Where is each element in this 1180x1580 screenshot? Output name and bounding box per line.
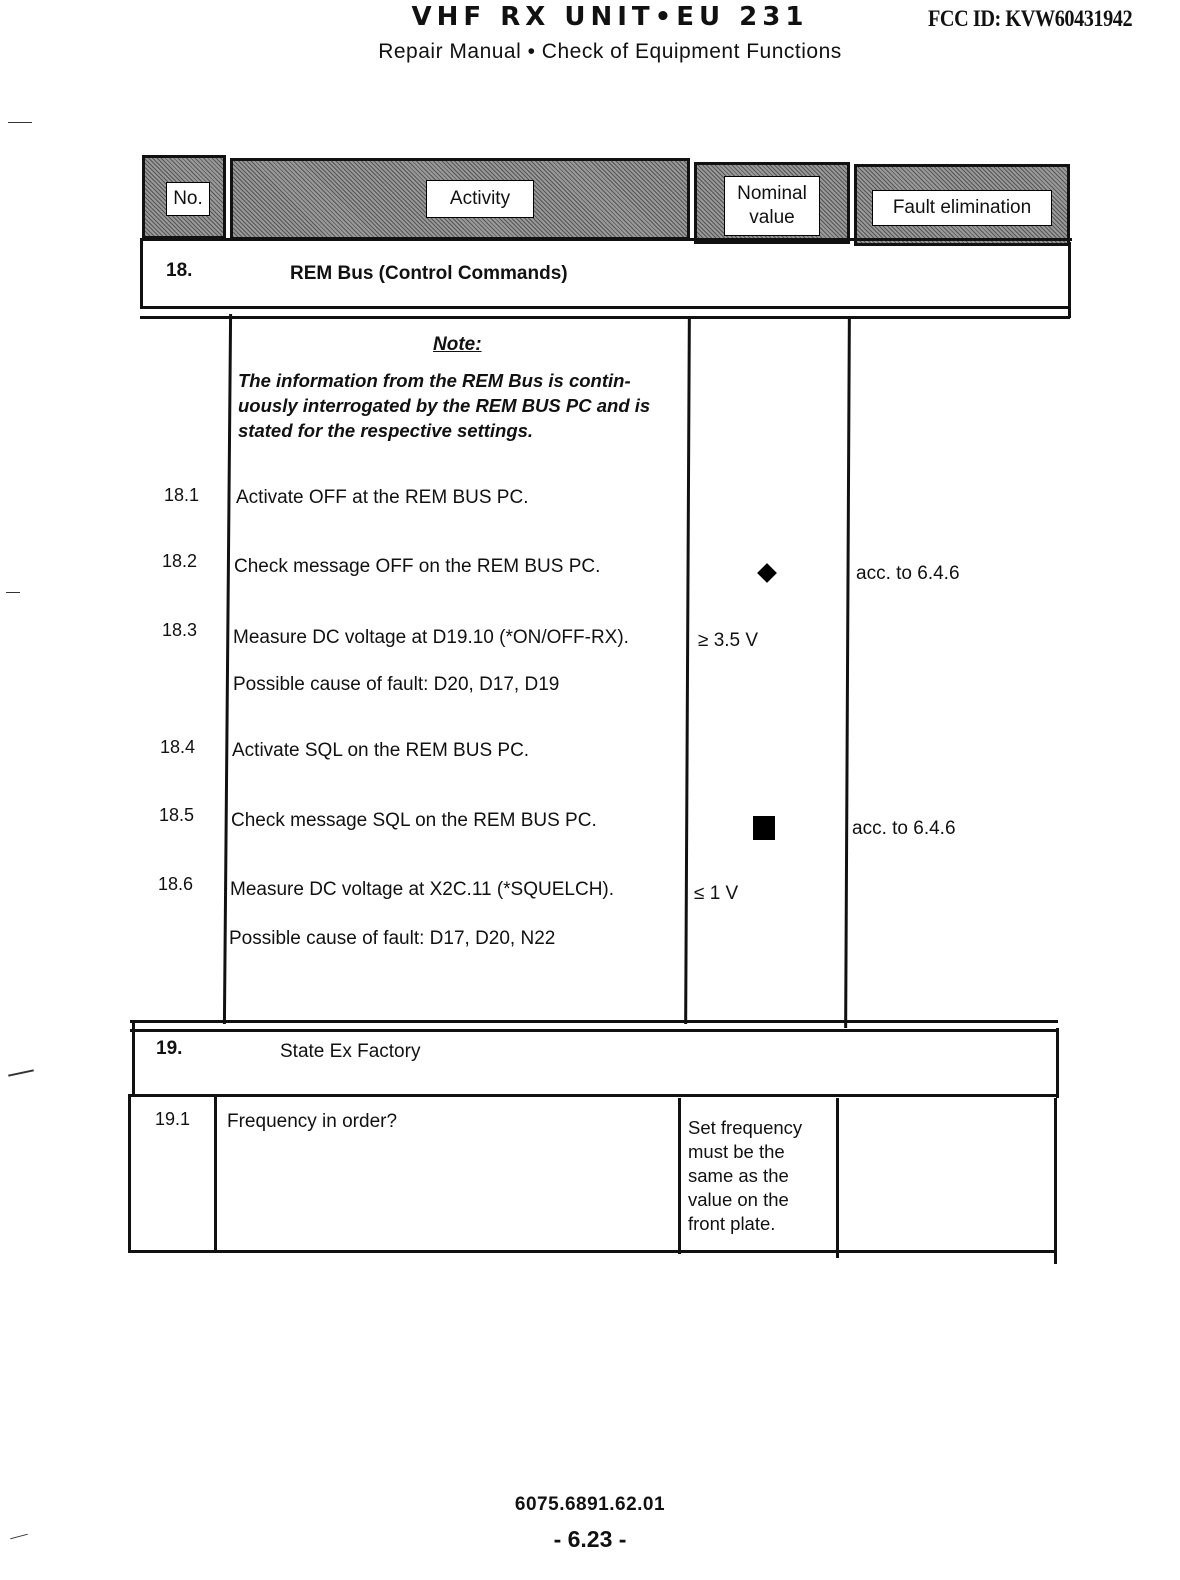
item-activity: Check message OFF on the REM BUS PC. (234, 556, 601, 577)
fault-cause: Possible cause of fault: D17, D20, N22 (229, 928, 556, 949)
fcc-id: FCC ID: KVW60431942 (928, 6, 1133, 31)
fault-cause: Possible cause of fault: D20, D17, D19 (233, 674, 560, 695)
item-number: 18.3 (162, 620, 198, 640)
fault-elimination: acc. to 6.4.6 (856, 563, 960, 584)
item-activity: Activate OFF at the REM BUS PC. (236, 487, 529, 508)
table-rule (128, 1250, 1056, 1253)
fault-elimination: acc. to 6.4.6 (852, 818, 956, 839)
note-title: Note: (433, 334, 482, 355)
square-symbol-icon (753, 816, 775, 840)
table-rule (130, 1029, 1058, 1032)
section-number: 19. (156, 1038, 183, 1059)
section-title: State Ex Factory (280, 1041, 421, 1062)
document-subtitle: Repair Manual • Check of Equipment Functions (378, 40, 842, 63)
column-label-nominal-line2: value (749, 207, 795, 228)
table-rule (678, 1098, 681, 1254)
table-rule (128, 1096, 131, 1252)
section-title: REM Bus (Control Commands) (290, 263, 568, 284)
table-rule (836, 1098, 839, 1258)
nominal-value: ≤ 1 V (694, 883, 739, 904)
table-rule (844, 318, 851, 1028)
table-rule (140, 238, 1072, 241)
diamond-symbol-icon (757, 563, 777, 583)
margin-mark (6, 592, 20, 593)
item-activity: Measure DC voltage at X2C.11 (*SQUELCH). (230, 879, 615, 900)
column-label-nominal-line1: Nominal (737, 183, 807, 204)
table-rule (130, 1020, 1058, 1023)
table-rule (140, 316, 1070, 319)
item-number: 18.6 (158, 874, 194, 894)
item-number: 18.1 (164, 485, 200, 505)
nominal-value-line: must be the (688, 1141, 785, 1162)
table-rule (1056, 1028, 1059, 1098)
table-rule (128, 1094, 1056, 1097)
section-number: 18. (166, 260, 193, 281)
item-activity: Measure DC voltage at D19.10 (*ON/OFF-RX). (233, 627, 629, 648)
table-rule (140, 238, 143, 308)
table-rule (140, 306, 1070, 309)
table-rule (1068, 242, 1071, 318)
margin-mark (10, 1534, 28, 1540)
table-rule (214, 1096, 217, 1252)
nominal-value-line: same as the (688, 1165, 789, 1186)
note-text: The information from the REM Bus is contin-uously interrogated by the REM BUS PC and is stated for the respective settings. (238, 370, 651, 441)
column-label-activity: Activity (426, 180, 534, 218)
column-label-no: No. (166, 182, 210, 216)
item-number: 18.4 (160, 737, 196, 757)
column-label-nominal (724, 176, 820, 236)
item-number: 18.5 (159, 805, 195, 825)
table-rule (223, 314, 232, 1024)
item-activity: Activate SQL on the REM BUS PC. (232, 740, 530, 761)
nominal-value-line: value on the (688, 1189, 789, 1210)
table-rule (684, 318, 691, 1024)
item-activity: Frequency in order? (227, 1111, 398, 1132)
table-rule (1054, 1098, 1057, 1264)
item-number: 18.2 (162, 551, 198, 571)
nominal-value-line: front plate. (688, 1213, 776, 1234)
margin-mark (8, 1069, 34, 1076)
page-number: - 6.23 - (553, 1526, 627, 1552)
table-rule (132, 1020, 135, 1096)
column-label-fault: Fault elimination (872, 190, 1052, 226)
document-title: VHF RX UNIT•EU 231 (411, 2, 809, 32)
nominal-value: ≥ 3.5 V (698, 630, 759, 651)
margin-mark (8, 122, 32, 123)
item-number: 19.1 (155, 1109, 191, 1129)
nominal-value (688, 1116, 802, 1236)
item-activity: Check message SQL on the REM BUS PC. (231, 810, 597, 831)
nominal-value-line: Set frequency (688, 1117, 803, 1138)
document-code: 6075.6891.62.01 (514, 1494, 666, 1515)
